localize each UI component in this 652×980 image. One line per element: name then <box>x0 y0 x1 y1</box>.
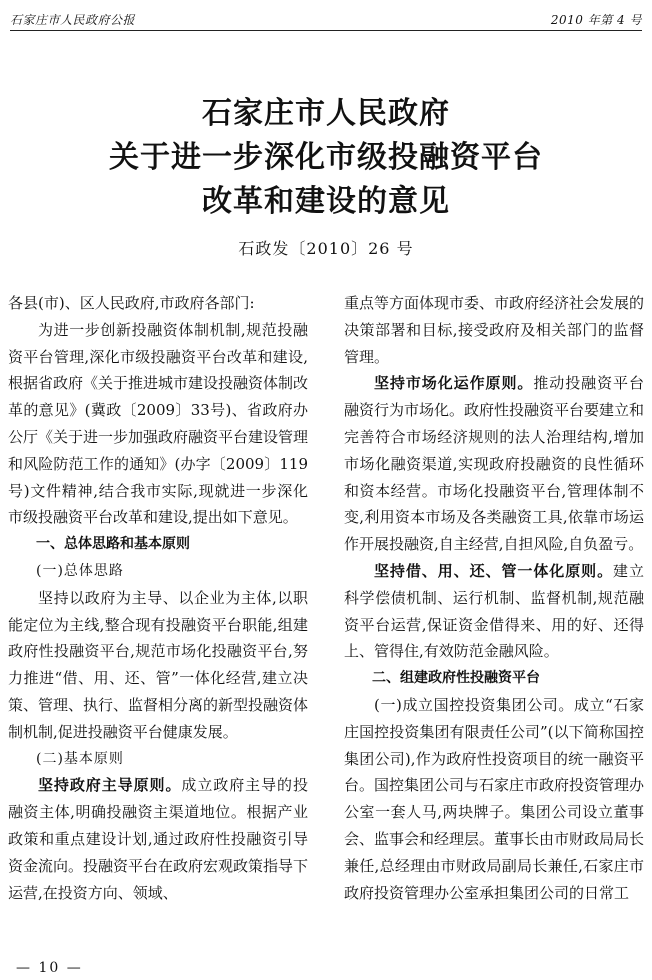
title-line-2: 关于进一步深化市级投融资平台 <box>109 140 543 175</box>
overall-approach-paragraph: 坚持以政府为主导、以企业为主体,以职能定位为主线,整合现有投融资平台职能,组建政府性投融资平台,规范市场化投融资平台,努力推进“借、用、还、管”一体化经营,建立决策、管理、执行、监督相分离的新型投融资体制机制,促进投融资平台健康发展。 <box>8 588 308 741</box>
section-heading-2: 二、组建政府性投融资平台 <box>372 670 540 687</box>
principle-lead: 坚持借、用、还、管一体化原则。 <box>374 561 614 580</box>
publication-name: 石家庄市人民政府公报 <box>10 12 136 27</box>
document-number: 石政发〔2010〕26 号 <box>238 239 414 258</box>
running-header <box>10 8 642 31</box>
principle-integration <box>344 558 644 665</box>
subheading-overall-approach: (一)总体思路 <box>36 562 124 579</box>
principle-text: 成立政府主导的投融资主体,明确投融资主渠道地位。根据产业政策和重点建设计划,通过政府性投融资引导资金流向。投融资平台在政府宏观政策指导下运营,在投资方向、领域、 <box>8 776 308 902</box>
principle-lead: 坚持政府主导原则。 <box>38 776 182 795</box>
document-title <box>0 92 652 224</box>
title-line-3: 改革和建设的意见 <box>202 184 450 219</box>
salutation: 各县(市)、区人民政府,市政府各部门: <box>8 294 255 312</box>
page-number: — 10 — <box>16 960 83 976</box>
principle-government-led <box>8 772 308 906</box>
continuation-paragraph: 重点等方面体现市委、市政府经济社会发展的决策部署和目标,接受政府及相关部门的监督管理。 <box>344 294 644 366</box>
subheading-basic-principles: (二)基本原则 <box>36 750 124 767</box>
issue-number: 2010 年第 4 号 <box>550 12 642 27</box>
principle-text: 建立科学偿债机制、运行机制、监督机制,规范融资平台运营,保证资金借得来、用的好、还得上、管得住,有效防范金融风险。 <box>344 561 644 661</box>
principle-text: 推动投融资平台融资行为市场化。政府性投融资平台要建立和完善符合市场经济规则的法人治理结构,增加市场化融资渠道,实现政府投融资的良性循环和资本经营。市场化投融资平台,管理体制不变,利用资本市场及各类融资工具,依靠市场运作开展投融资,自主经营,自担风险,自负盈亏。 <box>344 374 644 554</box>
principle-market-operation <box>344 370 644 558</box>
right-column <box>344 290 644 952</box>
section-heading-1: 一、总体思路和基本原则 <box>36 536 190 553</box>
establish-group-text: 成立“石家庄国控投资集团有限责任公司”(以下简称国控集团公司),作为政府性投资项目的统一融资平台。国控集团公司与石家庄市政府投资管理办公室一套人马,两块牌子。集团公司设立董事会、监事会和经理层。董事长由市财政局局长兼任,总经理由市财政局副局长兼任,石家庄市政府投资管理办公室承担集团公司的日常工 <box>344 695 644 902</box>
intro-paragraph: 为进一步创新投融资体制机制,规范投融资平台管理,深化市级投融资平台改革和建设,根据省政府《关于推进城市建设投融资体制改革的意见》(冀政〔2009〕33号)、省政府办公厅《关于进一步加强政府融资平台建设管理和风险防范工作的通知》(办字〔2009〕119 号)文件精神,结合我市实际,现就进一步深化市级投融资平台改革和建设,提出如下意见。 <box>8 320 308 527</box>
left-column <box>8 290 308 952</box>
establish-group-paragraph <box>344 692 644 906</box>
subheading-establish-group: (一)成立国控投资集团公司。 <box>374 695 574 714</box>
title-line-1: 石家庄市人民政府 <box>202 96 450 131</box>
principle-lead: 坚持市场化运作原则。 <box>374 374 534 393</box>
body-columns <box>8 290 644 952</box>
